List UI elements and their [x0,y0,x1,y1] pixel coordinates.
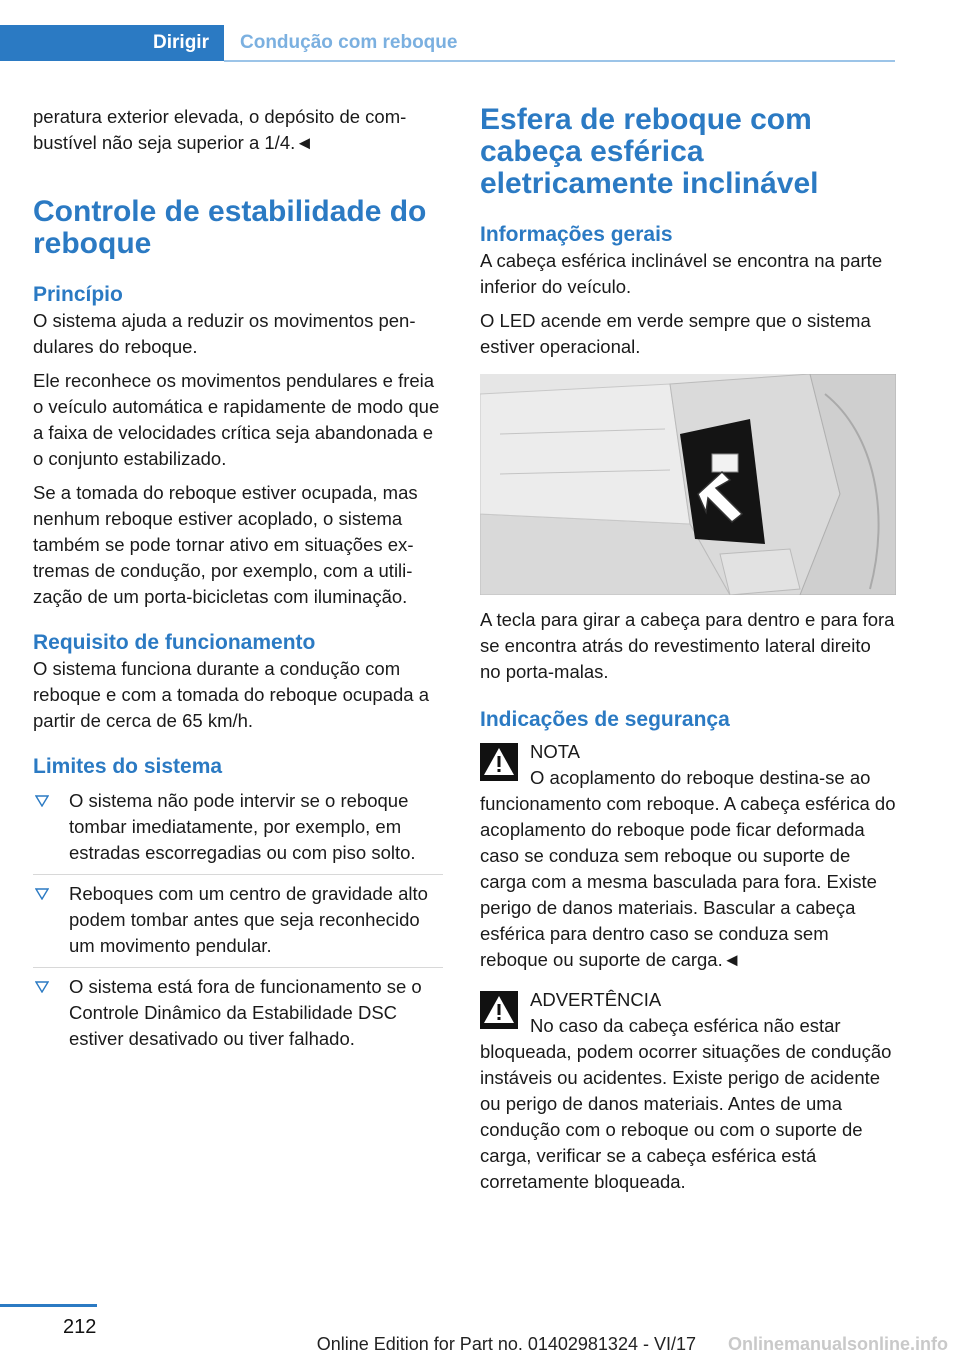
page-number: 212 [63,1316,97,1338]
subheading-seguranca: Indicações de segurança [480,708,730,731]
list-item [33,782,443,875]
triangle-bullet-icon [35,981,49,993]
intro-text: peratura exterior elevada, o depósito de combustível não seja superior a 1/4.◄ [33,106,407,153]
warning-text: No caso da cabeça esférica não estar bloqueada, podem ocorrer situações de condução instáveis ou acidentes. Existe perigo de acidente ou perigo de danos materiais. Antes de uma condução com o reboque ou com o suporte de carga, verificar se a cabeça esférica está corretamente bloqueada. [480,1015,892,1192]
warning-text: O acoplamento do reboque destina-se ao funcionamento com reboque. A cabeça esférica do acoplamento do reboque pode ficar deformada caso se conduza sem reboque ou suporte de carga com a mesma basculada para fora. Existe perigo de danos materiais. Bascular a cabeça esférica para dentro caso se conduza sem reboque ou suporte de carga.◄ [480,767,896,970]
warning-triangle-icon [480,991,518,1029]
section-heading-stability: Controle de estabilidade do reboque [33,195,427,260]
trunk-drawing [480,374,896,595]
section-title: Condução com reboque [240,32,458,53]
list-item-text: Reboques com um centro de gravidade alto podem tombar antes que seja reconhecido um movimento pendular. [69,883,428,956]
requisito-paragraph: O sistema funciona durante a condução com reboque e com a tomada do reboque ocupada a partir de cerca de 65 km/h. [33,658,429,731]
principio-paragraph-1: O sistema ajuda a reduzir os movimentos pendulares do reboque. [33,310,416,357]
figure-caption: A tecla para girar a cabeça para dentro e para fora se encontra atrás do revestimento lateral direito no porta-malas. [480,609,895,682]
trunk-illustration [480,374,896,595]
list-item [33,968,443,1060]
subheading-gerais: Informações gerais [480,223,673,246]
page-number-bar [0,1304,97,1307]
edition-footer: Online Edition for Part no. 01402981324 - VI/17 [316,1334,696,1354]
warning-title: NOTA [530,741,581,762]
gerais-paragraph-2: O LED acende em verde sempre que o sistema estiver operacional. [480,310,871,357]
triangle-bullet-icon [35,888,49,900]
warning-triangle-icon [480,743,518,781]
warning-title: ADVERTÊNCIA [530,989,662,1010]
principio-paragraph-3: Se a tomada do reboque estiver ocupada, mas nenhum reboque estiver acoplado, o sistema também se pode tornar ativo em situações extremas de condução, por exemplo, com a utilização de um porta-bicicletas com iluminação. [33,482,418,607]
header-rule [224,60,895,62]
limits-list [33,782,443,1060]
header-accent-bar [0,25,138,61]
watermark: Onlinemanualsonline.info [727,1334,948,1354]
list-item-text: O sistema não pode intervir se o reboque tombar imediatamente, por exemplo, em estradas escorregadias ou com piso solto. [69,790,416,863]
list-item [33,875,443,968]
chapter-tab[interactable]: Dirigir [138,25,224,61]
subheading-requisito: Requisito de funcionamento [33,631,316,654]
subheading-limites: Limites do sistema [33,755,223,778]
principio-paragraph-2: Ele reconhece os movimentos pendulares e freia o veículo automática e rapidamente de modo que a faixa de velocidades crítica seja abandonada e o conjunto estabilizado. [33,370,440,469]
right-column [480,104,896,1195]
subheading-principio: Princípio [33,283,123,306]
warning-block-advertencia [480,987,896,1195]
list-item-text: O sistema está fora de funcionamento se o Controle Dinâmico da Estabilidade DSC estiver desativado ou tiver falhado. [69,976,422,1049]
warning-block-nota [480,739,896,973]
triangle-bullet-icon [35,795,49,807]
gerais-paragraph-1: A cabeça esférica inclinável se encontra na parte inferior do veículo. [480,250,883,297]
section-heading-tow-ball: Esfera de reboque com cabeça esférica eletricamente inclinável [480,103,819,200]
left-column [33,104,443,1060]
